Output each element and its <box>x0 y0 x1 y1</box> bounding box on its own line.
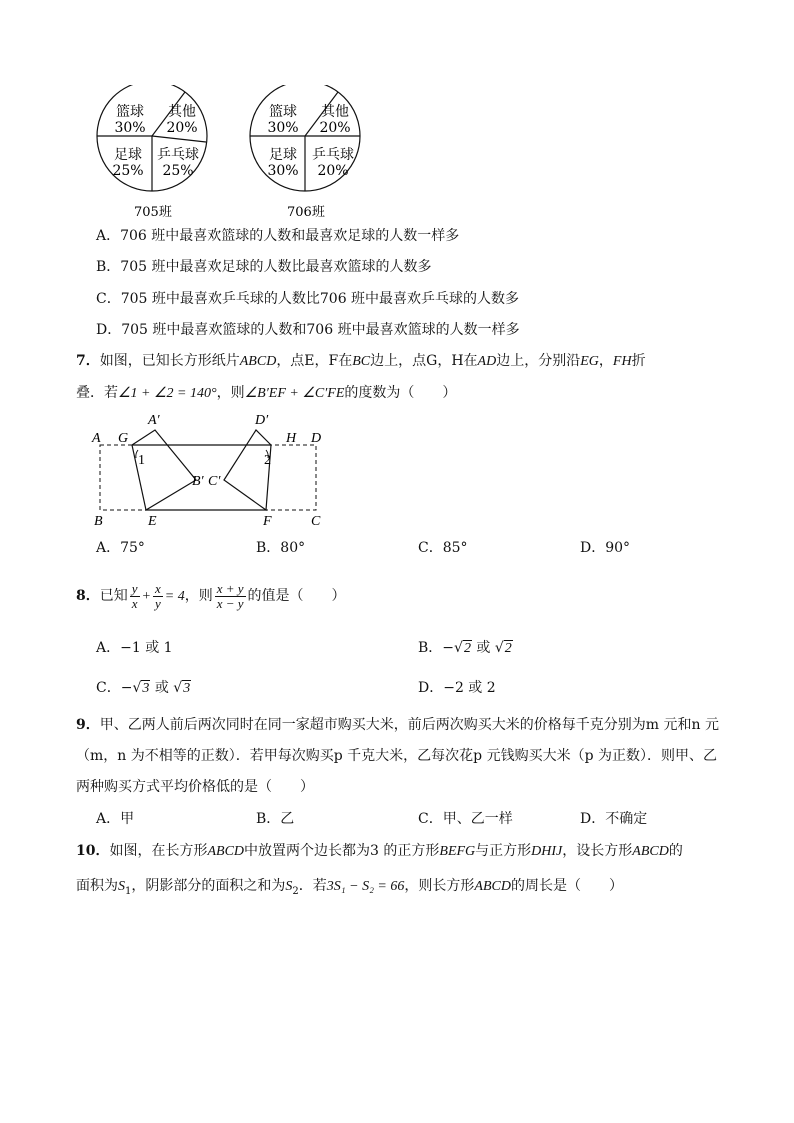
pie-706-slice-label: 其他 <box>321 104 349 120</box>
label-angle-2: 2 <box>264 453 271 468</box>
q7-line-2: 叠．若∠1 + ∠2 = 140°，则∠B′EF + ∠C′FE的度数为（ ） <box>76 385 457 401</box>
label-a: A <box>92 431 101 446</box>
pie-705-slice-label: 篮球 <box>116 104 144 120</box>
q10-line-1: 10．如图，在长方形ABCD中放置两个边长都为3 的正方形BEFG与正方形DHIJ，设长方形ABCD的 <box>76 843 683 859</box>
q9-option-d: D．不确定 <box>580 811 648 827</box>
question-number: 8． <box>76 588 100 604</box>
pie-705-slice-pct: 20% <box>166 120 198 136</box>
question-number: 7． <box>76 353 100 369</box>
q8-stem: 8．已知 $\frac{y}{x}$ + $\frac{x}{y}$ = 4，则 $\frac{x + y}{x - y}$ 的值是（ ） <box>76 580 346 611</box>
pie-705-slice-label: 足球 <box>114 147 142 163</box>
pie-706-slice-pct: 30% <box>267 120 299 136</box>
fraction-sum-over-diff: $\frac{x + y}{x - y}$ <box>216 580 244 611</box>
label-f: F <box>263 514 272 529</box>
label-angle-1: 1 <box>138 453 145 468</box>
label-b: B <box>94 514 103 529</box>
q6-option-c: C．705 班中最喜欢乒乓球的人数比706 班中最喜欢乒乓球的人数多 <box>96 291 520 307</box>
pie-706 <box>250 85 360 191</box>
q8-option-b: B．−√2 或 √2 <box>418 640 512 656</box>
pie-705-slice-label: 其他 <box>168 104 196 120</box>
fraction-y-over-x: $\frac{y}{x}$ <box>131 580 138 611</box>
q6-option-a: A．706 班中最喜欢篮球的人数和最喜欢足球的人数一样多 <box>96 228 460 244</box>
q7-option-c: C．85° <box>418 540 468 556</box>
pie-706-slice-pct: 30% <box>267 163 299 179</box>
label-c: C <box>311 514 321 529</box>
q8-option-d: D．−2 或 2 <box>418 680 496 696</box>
folded-right-flap <box>224 430 271 510</box>
label-d: D <box>311 431 322 446</box>
q7-option-b: B．80° <box>256 540 306 556</box>
label-g: G <box>118 431 129 446</box>
question-number: 10． <box>76 843 110 859</box>
q8-option-c: C．−√3 或 √3 <box>96 680 191 696</box>
pie-705-slice-pct: 25% <box>162 163 194 179</box>
label-h: H <box>286 431 297 446</box>
q10-line-2: 面积为$S_1$，阴影部分的面积之和为$S_2$．若3S₁ − S₂ = 66，则长方形ABCD的周长是（ ） <box>76 878 623 897</box>
q7-option-d: D．90° <box>580 540 631 556</box>
q7-line-1: 7．如图，已知长方形纸片ABCD，点E，F在BC边上，点G，H在AD边上，分别沿EG，FH折 <box>76 353 646 369</box>
pie-706-slice-pct: 20% <box>317 163 349 179</box>
pie-705 <box>97 85 207 191</box>
pie-706-caption: 706班 <box>287 205 325 220</box>
pie-706-slice-label: 乒乓球 <box>312 147 354 163</box>
q8-option-a: A．−1 或 1 <box>96 640 173 656</box>
pie-705-caption: 705班 <box>134 205 172 220</box>
q9-option-c: C．甲、乙一样 <box>418 811 513 827</box>
label-c-prime: C′ <box>208 474 221 489</box>
q6-option-b: B．705 班中最喜欢足球的人数比最喜欢篮球的人数多 <box>96 259 432 275</box>
q9-option-b: B．乙 <box>256 811 295 827</box>
pie-705-slice-label: 乒乓球 <box>157 147 199 163</box>
pie-705-slice-pct: 30% <box>114 120 146 136</box>
label-e: E <box>148 514 157 529</box>
pie-705-slice-pct: 25% <box>112 163 144 179</box>
question-number: 9． <box>76 717 100 733</box>
q7-figure <box>88 408 338 533</box>
pie-705-divider <box>152 136 206 142</box>
pie-706-slice-label: 足球 <box>269 147 297 163</box>
label-b-prime: B′ <box>192 474 204 489</box>
label-a-prime: A′ <box>148 413 160 428</box>
pie-charts <box>85 85 385 220</box>
q9-line-3: 两种购买方式平均价格低的是（ ） <box>76 779 314 795</box>
folded-left-flap <box>132 430 196 510</box>
q9-line-1: 9．甲、乙两人前后两次同时在同一家超市购买大米，前后两次购买大米的价格每千克分别为m 元和n 元 <box>76 717 719 733</box>
q9-option-a: A．甲 <box>96 811 135 827</box>
pie-706-slice-label: 篮球 <box>269 104 297 120</box>
q9-line-2: （m，n 为不相等的正数）．若甲每次购买p 千克大米，乙每次花p 元钱购买大米（p 为正数）．则甲、乙 <box>76 748 717 764</box>
pie-706-slice-pct: 20% <box>319 120 351 136</box>
fraction-x-over-y: $\frac{x}{y}$ <box>154 580 161 611</box>
q6-option-d: D．705 班中最喜欢篮球的人数和706 班中最喜欢篮球的人数一样多 <box>96 322 520 338</box>
q7-option-a: A．75° <box>96 540 145 556</box>
label-d-prime: D′ <box>255 413 269 428</box>
